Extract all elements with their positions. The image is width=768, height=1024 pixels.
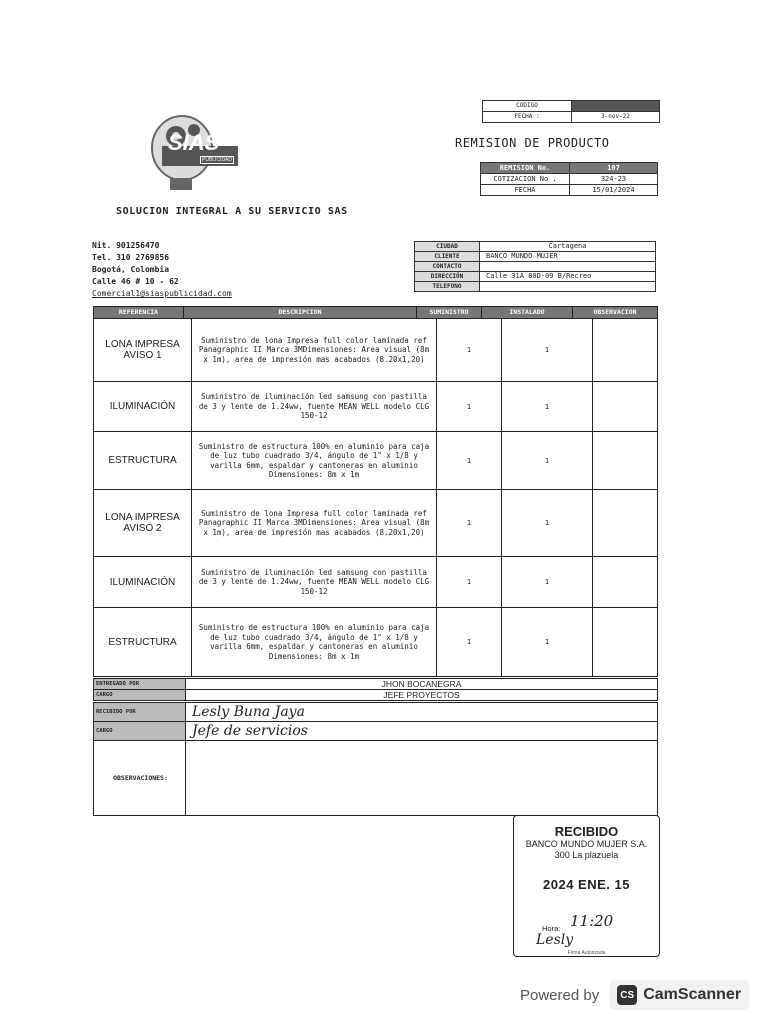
quote-number-row — [481, 174, 657, 185]
remision-date-label: FECHA — [481, 185, 570, 195]
row-reference: ILUMINACIÓN — [94, 557, 192, 607]
client-field-label: DIRECCIÓN — [415, 272, 480, 281]
row-reference: LONA IMPRESA AVISO 1 — [94, 319, 192, 381]
header-description: DESCRIPCION — [184, 307, 417, 318]
remision-number-row — [481, 163, 657, 174]
stamp-bank: BANCO MUNDO MUJER S.A. — [525, 839, 648, 849]
camscanner-icon: CS — [617, 985, 637, 1005]
row-description: Suministro de estructura 100% en aluminio para caja de luz tubo cuadrado 3/4, ángulo de 1" x 1/8 y varilla 6mm, espaldar y cantoneras en aluminio Dimensiones: 8m x 1m — [192, 608, 437, 676]
logo-subtext: PUBLICIDAD — [202, 157, 233, 163]
delivered-by-row — [94, 679, 657, 690]
client-field-value — [480, 262, 655, 271]
client-field-label: TELEFONO — [415, 282, 480, 291]
received-by-signature[interactable]: Lesly Buna Jaya — [192, 704, 305, 720]
company-tagline: SOLUCION INTEGRAL A SU SERVICIO SAS — [116, 206, 348, 217]
row-reference: LONA IMPRESA AVISO 2 — [94, 490, 192, 556]
row-installed: 1 — [502, 608, 593, 676]
client-row — [415, 252, 655, 262]
client-row — [415, 242, 655, 252]
row-supplied: 1 — [437, 490, 502, 556]
client-field-value — [480, 282, 655, 291]
observations-value[interactable] — [186, 741, 657, 815]
row-supplied: 1 — [437, 382, 502, 431]
quote-number-label: COTIZACION No . — [481, 174, 570, 184]
code-row — [483, 101, 659, 112]
stamp-office: 300 La plazuela — [554, 850, 619, 860]
company-address: Calle 46 # 10 - 62 — [92, 277, 179, 286]
observations-row — [94, 741, 657, 815]
row-description: Suministro de lona Impresa full color laminada ref Panagraphic II Marca 3MDimensiones: Area visual (8m x 1m), area de impresión mas acabados (8.20x1,20) — [192, 490, 437, 556]
stamp-title: RECIBIDO — [554, 824, 619, 839]
row-observation — [593, 608, 657, 676]
table-row — [94, 382, 657, 432]
observations-label: OBSERVACIONES: — [94, 741, 186, 815]
row-installed: 1 — [502, 490, 593, 556]
product-table — [93, 306, 658, 677]
client-row — [415, 272, 655, 282]
header-supplied: SUMINISTRO — [417, 307, 482, 318]
received-role-value[interactable]: Jefe de servicios — [192, 723, 308, 739]
table-row — [94, 557, 657, 608]
powered-by-text: Powered by — [520, 986, 600, 1004]
delivered-role-value: JEFE PROYECTOS — [383, 690, 460, 700]
delivery-box — [93, 678, 658, 701]
client-field-label: CONTACTO — [415, 262, 480, 271]
row-observation — [593, 319, 657, 381]
row-observation — [593, 490, 657, 556]
delivered-role-row — [94, 690, 657, 700]
row-supplied: 1 — [437, 608, 502, 676]
row-description: Suministro de lona Impresa full color laminada ref Panagraphic II Marca 3MDimensiones: Area visual (8m x 1m), area de impresión mas acabados (8.20x1,20) — [192, 319, 437, 381]
row-reference: ESTRUCTURA — [94, 608, 192, 676]
row-description: Suministro de estructura 100% en aluminio para caja de luz tubo cuadrado 3/4, ángulo de 1" x 1/8 y varilla 6mm, espaldar y cantoneras en aluminio Dimensiones: 8m x 1m — [192, 432, 437, 489]
row-observation — [593, 432, 657, 489]
delivered-role-label: CARGO — [94, 690, 186, 700]
row-description: Suministro de iluminación led samsung con pastilla de 3 y lente de 1.24ww, fuente MEAN WELL modelo CLG 150-12 — [192, 557, 437, 607]
client-box — [414, 241, 656, 292]
row-installed: 1 — [502, 432, 593, 489]
table-row — [94, 608, 657, 676]
row-supplied: 1 — [437, 432, 502, 489]
client-field-value: Cartagena — [548, 242, 587, 250]
remision-number-label: REMISION No. — [481, 163, 570, 173]
company-logo — [142, 112, 242, 194]
company-info — [92, 240, 232, 300]
quote-number-value: 324-23 — [600, 175, 627, 183]
header-observation: OBSERVACION — [593, 308, 637, 316]
table-row — [94, 432, 657, 490]
remision-date-row — [481, 185, 657, 195]
camscanner-badge[interactable] — [609, 980, 749, 1010]
row-supplied: 1 — [437, 319, 502, 381]
stamp-firma-label: Firma Autorizada — [567, 950, 606, 956]
code-date-label: FECHA : — [483, 112, 572, 122]
header-installed: INSTALADO — [482, 307, 573, 318]
row-installed: 1 — [502, 319, 593, 381]
client-field-label: CIUDAD — [415, 242, 480, 251]
row-installed: 1 — [502, 382, 593, 431]
remision-number-value: 107 — [607, 164, 620, 172]
table-header — [94, 307, 657, 319]
stamp-date: 2024 ENE. 15 — [543, 877, 630, 892]
delivered-by-label: ENTREGADO POR — [94, 679, 186, 689]
code-value — [572, 101, 659, 111]
client-row — [415, 282, 655, 291]
reception-box — [93, 702, 658, 816]
company-email[interactable]: Comercial1@siaspublicidad.com — [92, 289, 232, 298]
logo-text: SIAS — [168, 130, 220, 155]
table-row — [94, 319, 657, 382]
document-title: REMISION DE PRODUCTO — [455, 136, 610, 150]
stamp-hour-value: 11:20 — [570, 912, 614, 930]
row-installed: 1 — [502, 557, 593, 607]
powered-by-footer — [520, 980, 749, 1010]
received-role-label: CARGO — [94, 722, 186, 740]
company-phone: Tel. 310 2769856 — [92, 253, 170, 262]
received-by-row — [94, 703, 657, 722]
code-date-row — [483, 112, 659, 122]
client-field-value: BANCO MUNDO MUJER — [486, 252, 558, 260]
remision-date-value: 15/01/2024 — [592, 186, 635, 194]
stamp-signature: Lesly — [536, 932, 574, 948]
received-by-label: RECIBIDO POR — [94, 703, 186, 721]
stamp-hour-label: Hora: — [542, 924, 561, 933]
company-city: Bogotá, Colombia — [92, 265, 170, 274]
row-reference: ESTRUCTURA — [94, 432, 192, 489]
received-stamp — [513, 815, 660, 957]
remision-box — [480, 162, 658, 196]
received-role-row — [94, 722, 657, 741]
row-observation — [593, 557, 657, 607]
header-reference: REFERENCIA — [94, 307, 184, 318]
company-nit: Nit. 901256470 — [92, 241, 160, 250]
delivered-by-value: JHON BOCANEGRA — [381, 679, 462, 689]
code-date-value: 3-nov-22 — [601, 113, 630, 120]
client-row — [415, 262, 655, 272]
code-box — [482, 100, 660, 123]
row-description: Suministro de iluminación led samsung con pastilla de 3 y lente de 1.24ww, fuente MEAN WELL modelo CLG 150-12 — [192, 382, 437, 431]
row-observation — [593, 382, 657, 431]
code-label: CODIGO — [483, 101, 572, 111]
row-reference: ILUMINACIÓN — [94, 382, 192, 431]
row-supplied: 1 — [437, 557, 502, 607]
client-field-label: CLIENTE — [415, 252, 480, 261]
client-field-value: Calle 31A 80D-09 B/Recreo — [486, 272, 592, 280]
camscanner-name: CamScanner — [643, 986, 742, 1003]
table-row — [94, 490, 657, 557]
